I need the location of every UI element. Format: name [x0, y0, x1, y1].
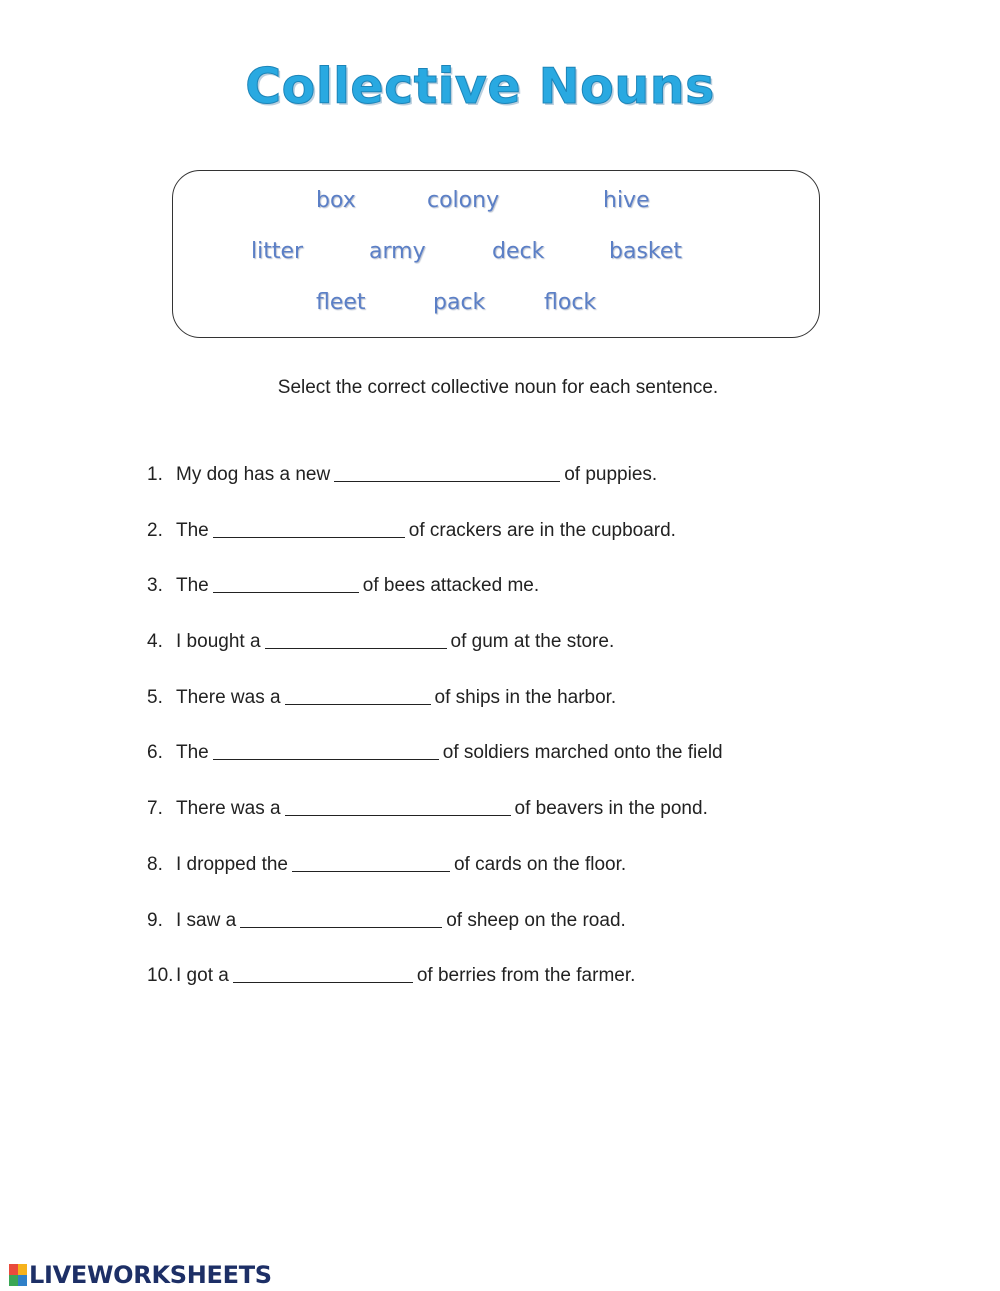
- answer-blank[interactable]: [213, 519, 405, 538]
- question-number: 9.: [147, 909, 163, 931]
- answer-blank[interactable]: [292, 853, 450, 872]
- question-text-after: of sheep on the road.: [446, 909, 626, 931]
- question-text-after: of ships in the harbor.: [434, 686, 617, 708]
- answer-blank[interactable]: [334, 463, 560, 482]
- footer-branding: [9, 1261, 272, 1289]
- instructions: Select the correct collective noun for each sentence.: [277, 377, 719, 398]
- word-bank-item[interactable]: deck: [492, 239, 545, 264]
- question-8: [147, 852, 867, 908]
- question-number: 3.: [147, 575, 163, 597]
- liveworksheets-logo-icon: [9, 1264, 27, 1286]
- question-text-before: I got a: [176, 965, 229, 987]
- question-text-before: The: [176, 575, 209, 597]
- answer-blank[interactable]: [213, 741, 439, 760]
- answer-blank[interactable]: [265, 630, 447, 649]
- answer-blank[interactable]: [285, 686, 431, 705]
- liveworksheets-logo-text[interactable]: LIVEWORKSHEETS: [29, 1261, 272, 1289]
- question-text-after: of bees attacked me.: [362, 575, 540, 597]
- logo-square-blue: [18, 1275, 27, 1286]
- question-number: 5.: [147, 686, 163, 708]
- word-bank-item[interactable]: colony: [427, 188, 500, 213]
- question-number: 1.: [147, 464, 163, 485]
- word-bank-item[interactable]: flock: [544, 290, 597, 315]
- word-bank-item[interactable]: pack: [433, 290, 486, 315]
- logo-square-green: [9, 1275, 18, 1286]
- question-text-after: of gum at the store.: [450, 631, 615, 653]
- question-number: 7.: [147, 798, 163, 820]
- question-number: 2.: [147, 519, 163, 541]
- question-text-after: of beavers in the pond.: [514, 798, 708, 820]
- question-4: [147, 629, 867, 685]
- question-6: [147, 740, 867, 796]
- word-bank-item[interactable]: litter: [251, 239, 304, 264]
- question-text-before: I bought a: [176, 631, 261, 653]
- logo-square-red: [9, 1264, 18, 1275]
- answer-blank[interactable]: [233, 964, 413, 983]
- question-text-after: of puppies.: [564, 464, 658, 485]
- question-text-before: My dog has a new: [176, 464, 331, 485]
- question-text-before: I saw a: [176, 909, 237, 931]
- question-1: [147, 462, 867, 518]
- question-3: [147, 573, 867, 629]
- word-bank-item[interactable]: army: [369, 239, 426, 264]
- page-title: Collective Nouns: [245, 58, 715, 115]
- answer-blank[interactable]: [285, 797, 511, 816]
- question-text-after: of crackers are in the cupboard.: [408, 519, 676, 541]
- question-text-before: There was a: [176, 798, 281, 820]
- question-number: 4.: [147, 631, 163, 653]
- question-list: [147, 462, 867, 1019]
- question-5: [147, 685, 867, 741]
- question-text-before: I dropped the: [176, 853, 288, 875]
- word-bank-item[interactable]: fleet: [316, 290, 366, 315]
- answer-blank[interactable]: [213, 574, 359, 593]
- logo-square-yellow: [18, 1264, 27, 1275]
- question-text-after: of cards on the floor.: [453, 853, 627, 875]
- word-bank-item[interactable]: hive: [603, 188, 650, 213]
- answer-blank[interactable]: [240, 909, 442, 928]
- question-2: [147, 518, 867, 574]
- word-bank-item[interactable]: box: [316, 188, 356, 213]
- question-number: 10.: [147, 965, 174, 987]
- question-text-before: The: [176, 742, 209, 764]
- question-number: 8.: [147, 853, 163, 875]
- question-number: 6.: [147, 742, 163, 764]
- question-text-after: of soldiers marched onto the field: [442, 742, 723, 764]
- question-text-before: There was a: [176, 686, 281, 708]
- question-text-after: of berries from the farmer.: [416, 965, 636, 987]
- question-text-before: The: [176, 519, 209, 541]
- question-9: [147, 908, 867, 964]
- question-7: [147, 796, 867, 852]
- word-bank-item[interactable]: basket: [609, 239, 683, 264]
- question-10: [147, 963, 867, 1019]
